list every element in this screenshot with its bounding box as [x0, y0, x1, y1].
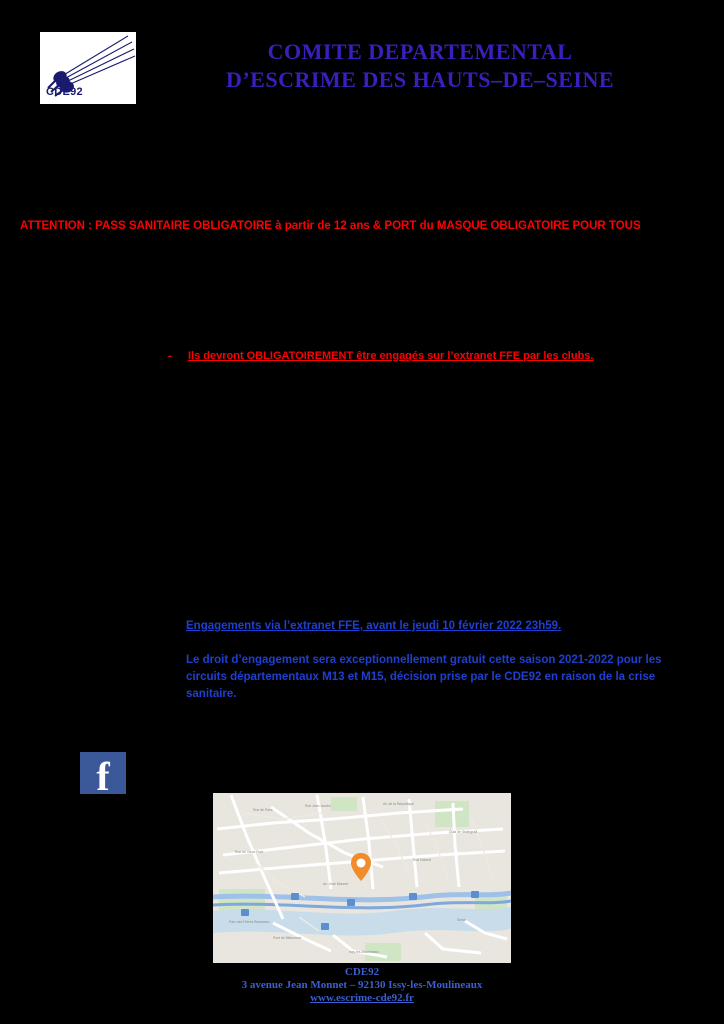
logo-label: CDE92 [46, 86, 83, 98]
obligation-notice [168, 348, 688, 364]
attention-notice: ATTENTION : PASS SANITAIRE OBLIGATOIRE à partir de 12 ans & PORT du MASQUE OBLIGATOIRE POUR TOUS [20, 220, 641, 232]
engagement-deadline: Engagements via l’extranet FFE, avant le jeudi 10 février 2022 23h59. [186, 620, 562, 632]
footer-address [112, 966, 612, 1005]
svg-text:Seine: Seine [457, 918, 466, 922]
svg-text:Issy-les-Moulineaux: Issy-les-Moulineaux [349, 950, 379, 954]
svg-text:Rue Diderot: Rue Diderot [413, 858, 432, 862]
footer-website-link[interactable]: www.escrime-cde92.fr [310, 992, 414, 1004]
svg-text:Rue de Paris: Rue de Paris [253, 808, 273, 812]
page-title-line-1: COMITE DEPARTEMENTAL [267, 39, 573, 64]
footer-street: 3 avenue Jean Monnet – 92130 Issy-les-Moulineaux [241, 979, 483, 991]
svg-text:Av. Jean Monnet: Av. Jean Monnet [323, 882, 349, 886]
svg-text:Quai de Stalingrad: Quai de Stalingrad [449, 830, 478, 834]
page-title [150, 38, 690, 94]
obligation-text: Ils devront OBLIGATOIREMENT être engagés sur l’extranet FFE par les clubs. [188, 350, 594, 362]
page-title-line-2: D’ESCRIME DES HAUTS–DE–SEINE [225, 67, 615, 92]
facebook-icon[interactable] [80, 752, 126, 794]
svg-text:Rue du Vieux Pont: Rue du Vieux Pont [235, 850, 264, 854]
obligation-bullet: - [168, 350, 172, 362]
svg-text:Av. de la République: Av. de la République [383, 802, 414, 806]
svg-text:Rue Jean Jaurès: Rue Jean Jaurès [305, 804, 331, 808]
svg-text:Parc des Frères Rousseau: Parc des Frères Rousseau [229, 920, 270, 924]
location-map[interactable] [213, 793, 511, 963]
facebook-letter: f [96, 754, 110, 794]
map-graphic [213, 793, 511, 963]
svg-text:Pont de Billancourt: Pont de Billancourt [273, 936, 302, 940]
footer-org: CDE92 [344, 966, 380, 978]
cde92-logo [40, 32, 136, 104]
engagement-fee-note: Le droit d’engagement sera exceptionnellement gratuit cette saison 2021-2022 pour les circuits départementaux M13 et M15, décision prise par le CDE92 en raison de la crise sanitaire. [186, 654, 662, 700]
